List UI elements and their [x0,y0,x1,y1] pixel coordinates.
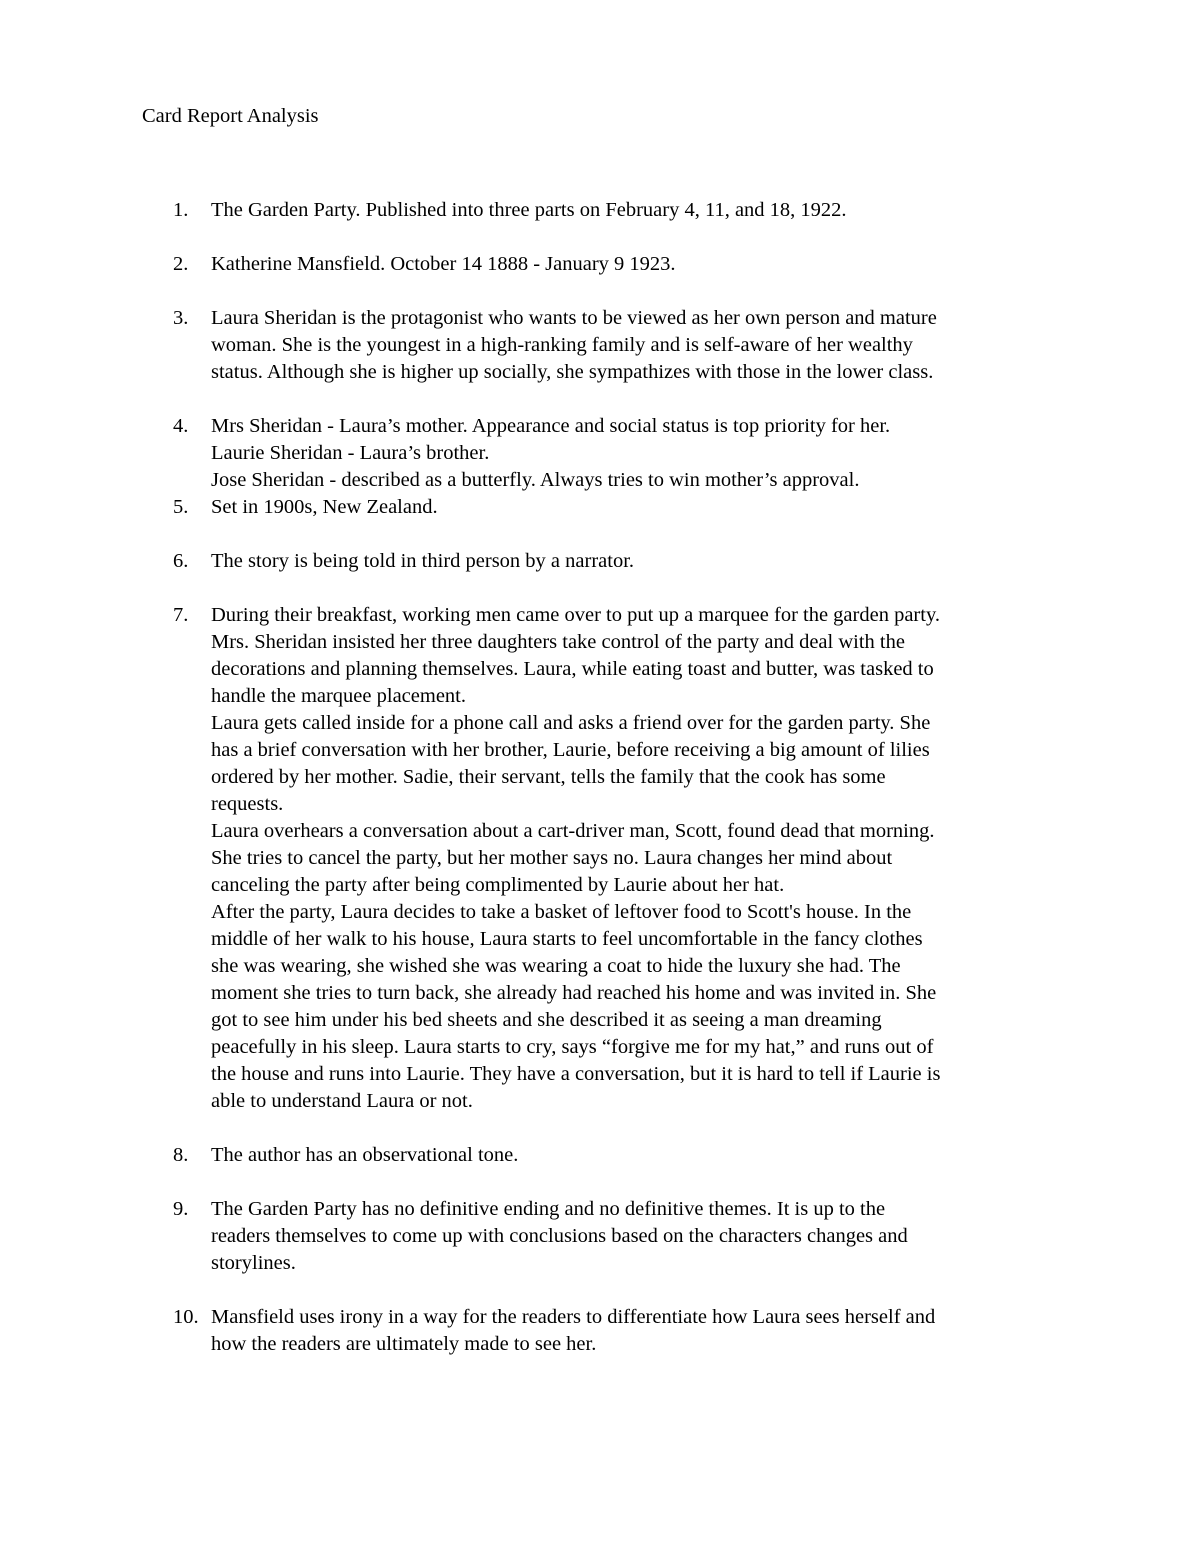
list-item-text [211,1304,1061,1358]
list-item-text [211,413,1061,494]
list-item [0,197,1200,224]
list-item-text [211,1196,1061,1277]
list-item [0,1142,1200,1169]
list-item [0,548,1200,575]
text-line: After the party, Laura decides to take a basket of leftover food to Scott's house. In the [211,901,912,923]
list-item-number: 9. [173,1198,189,1220]
list-item [0,1304,1200,1358]
text-line: Mrs. Sheridan insisted her three daughters take control of the party and deal with the [211,631,905,653]
numbered-list [0,197,1200,1358]
text-line: handle the marquee placement. [211,685,466,707]
text-line: decorations and planning themselves. Laura, while eating toast and butter, was tasked to [211,658,934,680]
text-line: During their breakfast, working men came over to put up a marquee for the garden party. [211,604,941,626]
text-line: requests. [211,793,284,815]
text-line: The author has an observational tone. [211,1144,519,1166]
text-line: She tries to cancel the party, but her mother says no. Laura changes her mind about [211,847,893,869]
text-line: Laura Sheridan is the protagonist who wants to be viewed as her own person and mature [211,307,937,329]
list-item-text [211,305,1061,386]
text-line: moment she tries to turn back, she already had reached his home and was invited in. She [211,982,937,1004]
list-item [0,251,1200,278]
list-item-number: 1. [173,199,189,221]
list-item-text [211,602,1061,1115]
list-item-text [211,251,1061,278]
list-item-text [211,548,1061,575]
list-item-number: 4. [173,415,189,437]
text-line: Laura overhears a conversation about a cart-driver man, Scott, found dead that morning. [211,820,935,842]
text-line: storylines. [211,1252,296,1274]
list-item-text [211,494,1061,521]
list-item-number: 2. [173,253,189,275]
text-line: Katherine Mansfield. October 14 1888 - January 9 1923. [211,253,676,275]
list-item-number: 6. [173,550,189,572]
text-line: canceling the party after being complimented by Laurie about her hat. [211,874,785,896]
list-item [0,413,1200,494]
text-line: Mansfield uses irony in a way for the readers to differentiate how Laura sees herself and [211,1306,936,1328]
text-line: The Garden Party has no definitive ending and no definitive themes. It is up to the [211,1198,886,1220]
text-line: The story is being told in third person by a narrator. [211,550,635,572]
text-line: The Garden Party. Published into three parts on February 4, 11, and 18, 1922. [211,199,847,221]
list-item-number: 5. [173,496,189,518]
text-line: Laurie Sheridan - Laura’s brother. [211,442,490,464]
text-line: readers themselves to come up with conclusions based on the characters changes and [211,1225,908,1247]
text-line: how the readers are ultimately made to see her. [211,1333,597,1355]
document-title: Card Report Analysis [142,105,319,127]
text-line: middle of her walk to his house, Laura starts to feel uncomfortable in the fancy clothes [211,928,923,950]
text-line: Set in 1900s, New Zealand. [211,496,438,518]
text-line: able to understand Laura or not. [211,1090,473,1112]
list-item [0,494,1200,521]
text-line: status. Although she is higher up socially, she sympathizes with those in the lower class. [211,361,934,383]
text-line: Laura gets called inside for a phone call and asks a friend over for the garden party. She [211,712,931,734]
text-line: got to see him under his bed sheets and she described it as seeing a man dreaming [211,1009,882,1031]
list-item [0,305,1200,386]
text-line: the house and runs into Laurie. They have a conversation, but it is hard to tell if Laurie is [211,1063,941,1085]
text-line: Jose Sheridan - described as a butterfly. Always tries to win mother’s approval. [211,469,860,491]
list-item [0,1196,1200,1277]
text-line: peacefully in his sleep. Laura starts to cry, says “forgive me for my hat,” and runs out of [211,1036,934,1058]
list-item-number: 10. [173,1306,199,1328]
text-line: Mrs Sheridan - Laura’s mother. Appearance and social status is top priority for her. [211,415,891,437]
text-line: ordered by her mother. Sadie, their servant, tells the family that the cook has some [211,766,886,788]
list-item-number: 3. [173,307,189,329]
list-item-text [211,1142,1061,1169]
text-line: woman. She is the youngest in a high-ranking family and is self-aware of her wealthy [211,334,913,356]
list-item-text [211,197,1061,224]
list-item [0,602,1200,1115]
text-line: has a brief conversation with her brother, Laurie, before receiving a big amount of lilies [211,739,930,761]
text-line: she was wearing, she wished she was wearing a coat to hide the luxury she had. The [211,955,901,977]
list-item-number: 8. [173,1144,189,1166]
list-item-number: 7. [173,604,189,626]
